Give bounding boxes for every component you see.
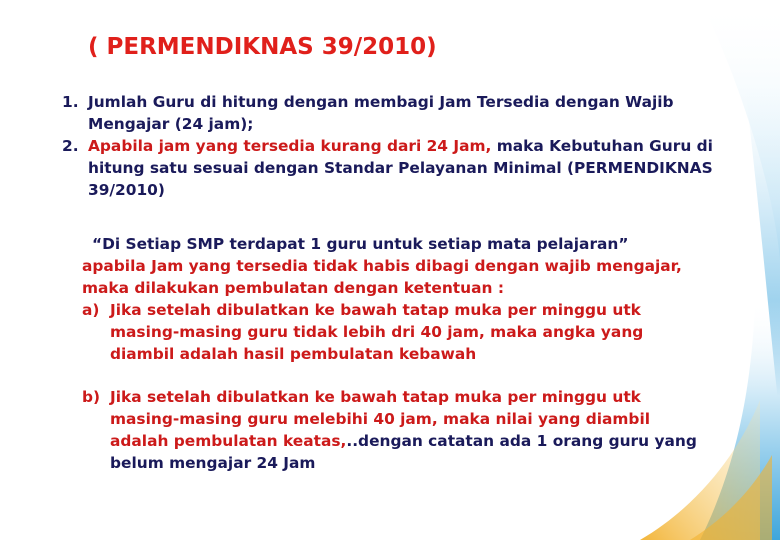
slide-title: ( PERMENDIKNAS 39/2010) [88, 34, 437, 60]
sub-item-b [82, 386, 702, 474]
list-item-number: 2. [62, 137, 79, 155]
rounding-rule-block [82, 233, 702, 365]
sub-item-a [82, 299, 702, 365]
list-item [62, 135, 742, 201]
quote-text: “Di Setiap SMP terdapat 1 guru untuk setiap mata pelajaran” [92, 235, 629, 253]
sub-item-letter: b) [82, 388, 101, 406]
sub-item-text: ..dengan catatan ada 1 orang guru yang belum mengajar 24 Jam [110, 432, 697, 472]
list-item-text: maka Kebutuhan Guru di hitung satu sesuai dengan Standar Pelayanan Minimal (PERMENDIKNAS 39/2010) [88, 137, 713, 199]
list-item-number: 1. [62, 93, 79, 111]
rule-text: apabila Jam yang tersedia tidak habis dibagi dengan wajib mengajar, maka dilakukan pembulatan dengan ketentuan : [82, 257, 682, 297]
list-item [62, 91, 742, 135]
sub-item-b-block [82, 386, 702, 474]
list-item-text-red: Apabila jam yang tersedia kurang dari 24 Jam, [88, 137, 492, 155]
sub-item-letter: a) [82, 301, 100, 319]
list-item-text: Jumlah Guru di hitung dengan membagi Jam Tersedia dengan Wajib Mengajar (24 jam); [88, 93, 674, 133]
numbered-list [62, 91, 742, 201]
sub-item-text-red: Jika setelah dibulatkan ke bawah tatap muka per minggu utk masing-masing guru melebihi 40 jam, maka nilai yang diambil adalah pembulatan keatas, [110, 388, 651, 450]
sub-item-text: Jika setelah dibulatkan ke bawah tatap muka per minggu utk masing-masing guru tidak lebih dri 40 jam, maka angka yang diambil adalah hasil pembulatan kebawah [110, 301, 644, 363]
